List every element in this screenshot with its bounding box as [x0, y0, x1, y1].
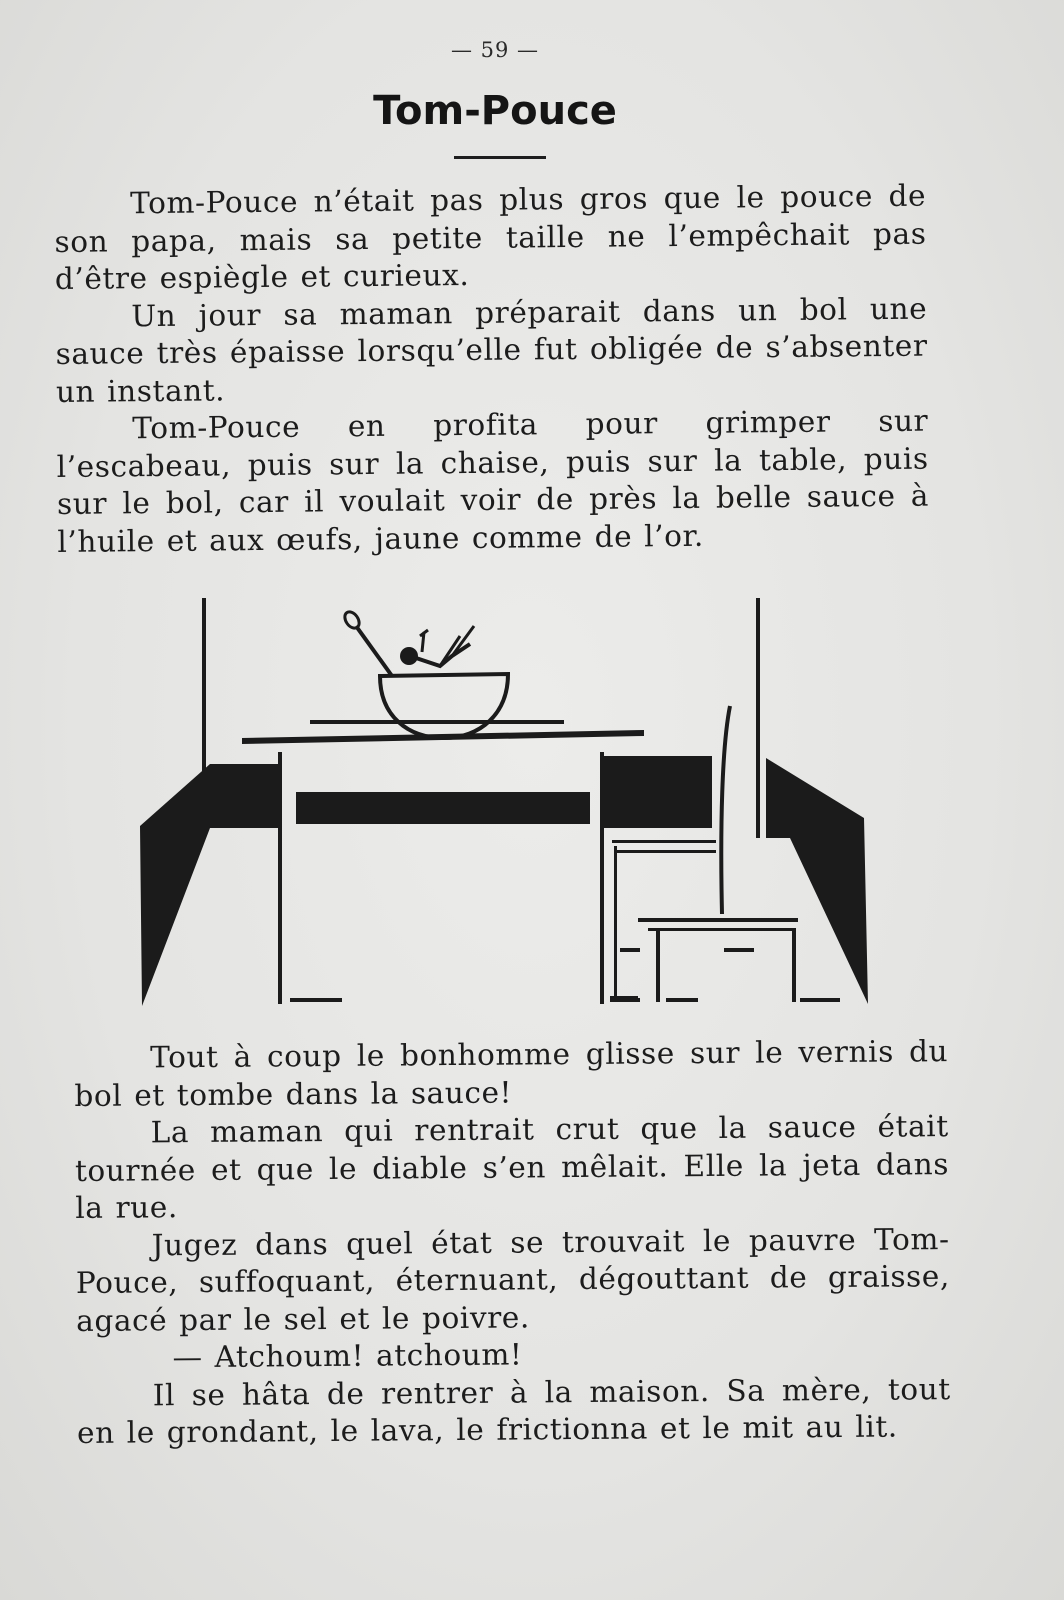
stepladder-foot-left [666, 998, 698, 1002]
tom-pouce-arm [420, 630, 428, 652]
spoon-head [342, 609, 362, 631]
spoon-handle [356, 626, 392, 676]
bowl [380, 674, 508, 738]
placemat-line [310, 720, 564, 724]
paragraph-thrown: La maman qui rentrait crut que la sauce était tournée et que le diable s’en mêlait. Elle la jeta dans la rue. [74, 1109, 950, 1225]
text-block-after-illustration [74, 1033, 951, 1452]
right-wall-line [756, 598, 760, 838]
page-number: — 59 — [450, 38, 540, 62]
text-block-before-illustration [54, 178, 930, 561]
chair-leg-front [614, 846, 617, 996]
stepladder-step-mid [724, 948, 754, 952]
left-floor-band [140, 764, 280, 1006]
paragraph-home: Il se hâta de rentrer à la maison. Sa mère, tout en le grondant, le lava, le frictionna et le mit au lit. [76, 1371, 951, 1450]
stepladder-top-edge [648, 928, 796, 931]
table-foot-left [290, 998, 342, 1002]
illustration-drawing [130, 596, 880, 1016]
table-apron [296, 792, 590, 824]
table-leg-right [600, 752, 604, 1004]
paragraph-state: Jugez dans quel état se trouvait le pauvre Tom-Pouce, suffoquant, éternuant, dégouttant de graisse, agacé par le sel et le poivre. [75, 1221, 951, 1338]
illustration-table-bowl [130, 596, 880, 1016]
chair-crossbar [612, 840, 716, 843]
chair-seat-back [614, 850, 716, 853]
chair-back [721, 706, 730, 914]
stepladder-leg-left [656, 930, 660, 1002]
stepladder-foot-right [800, 998, 840, 1002]
stepladder-leg-right [792, 930, 796, 1002]
back-wall-band-right [602, 756, 712, 828]
paragraph-fall: Tout à coup le bonhomme glisse sur le vernis du bol et tombe dans la sauce! [74, 1034, 949, 1113]
chair-foot [610, 996, 638, 1000]
tom-pouce-head [400, 647, 418, 665]
right-floor-band [766, 758, 868, 1004]
paragraph-climb: Tom-Pouce en profita pour grimper sur l’escabeau, puis sur la chaise, puis sur la table, puis sur le bol, car il voulait voir de près la belle sauce à l’huile et aux œufs, jaune comme de l’or. [56, 403, 930, 559]
stepladder-top [638, 918, 798, 922]
table-leg-left [278, 752, 282, 1004]
title-underline [454, 156, 546, 159]
page-title: Tom-Pouce [373, 88, 617, 134]
paragraph-sauce: Un jour sa maman préparait dans un bol une sauce très épaisse lorsqu’elle fut obligée de s’absenter un instant. [55, 291, 928, 409]
paragraph-sneeze: — Atchoum! atchoum! [172, 1337, 523, 1375]
stepladder-step [620, 948, 640, 952]
paragraph-tom-pouce-intro: Tom-Pouce n’était pas plus gros que le pouce de son papa, mais sa petite taille ne l’empêchait pas d’être espiègle et curieux. [54, 178, 927, 296]
